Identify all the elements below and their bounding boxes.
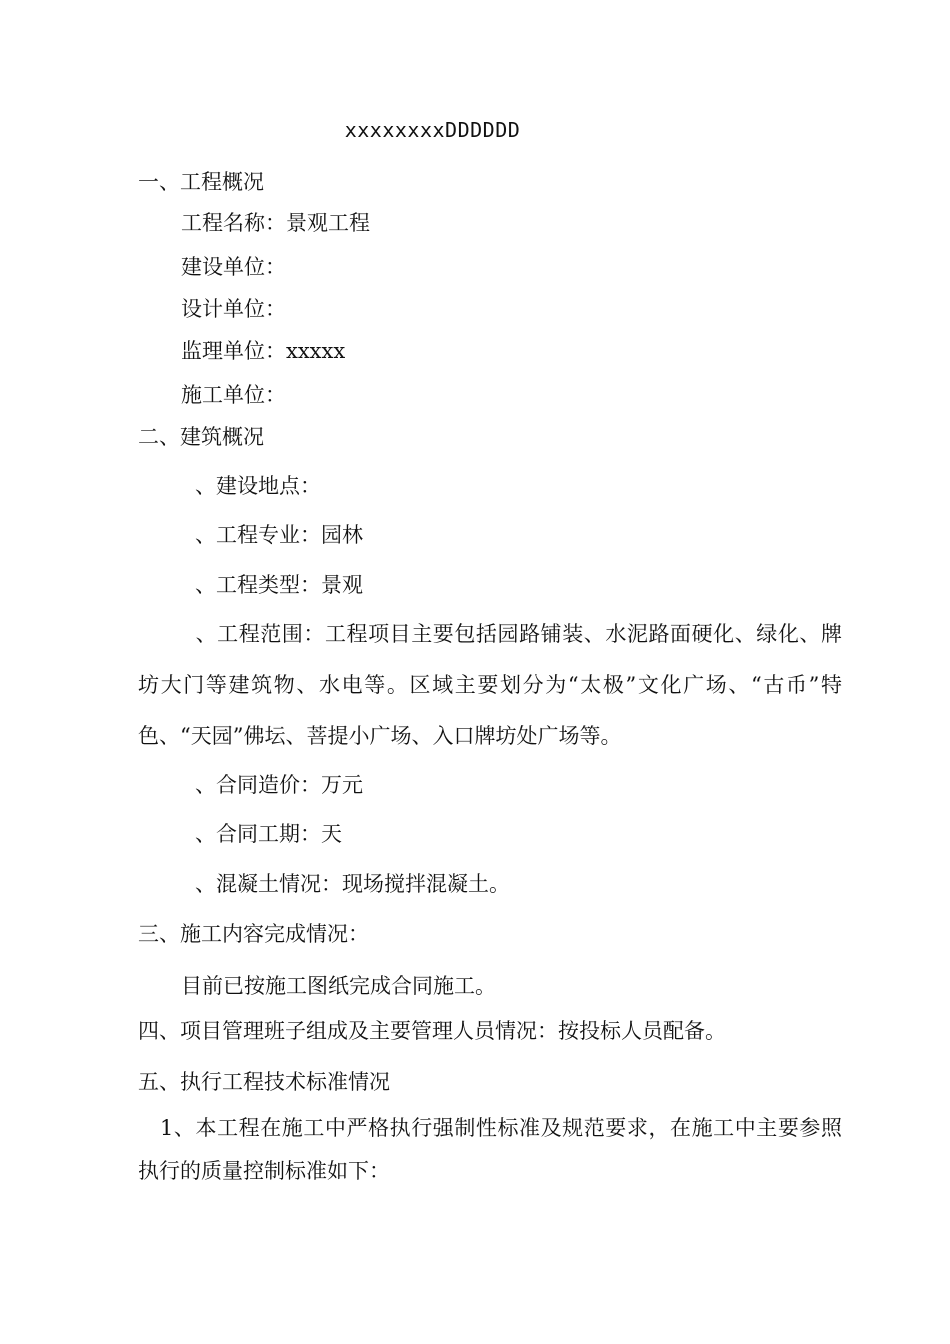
construction-location: 、建设地点： [195, 474, 321, 498]
supervision-unit: 监理单位：xxxxx [181, 339, 346, 363]
section-1-heading: 一、工程概况 [138, 170, 264, 194]
section-2-heading: 二、建筑概况 [138, 425, 264, 449]
section-5-item-1 [138, 1107, 842, 1193]
project-specialty: 、工程专业：园林 [195, 523, 363, 547]
construction-unit: 施工单位： [181, 383, 286, 407]
section-5-heading: 五、执行工程技术标准情况 [138, 1070, 390, 1094]
contract-cost: 、合同造价：万元 [195, 773, 363, 797]
project-scope-text: 、工程范围：工程项目主要包括园路铺装、水泥路面硬化、绿化、牌坊大门等建筑物、水电等。区域主要划分为“太极”文化广场、“古币”特色、“天园”佛坛、菩提小广场、入口牌坊处广场等。 [138, 622, 842, 748]
concrete-status: 、混凝土情况：现场搅拌混凝土。 [195, 872, 510, 896]
project-scope-paragraph [138, 609, 842, 762]
section-3-body: 目前已按施工图纸完成合同施工。 [181, 974, 496, 998]
section-3-heading: 三、施工内容完成情况： [138, 922, 369, 946]
section-5-item-1-text: 1、本工程在施工中严格执行强制性标准及规范要求，在施工中主要参照执行的质量控制标准如下： [138, 1116, 842, 1183]
contract-period: 、合同工期：天 [195, 822, 342, 846]
document-title: xxxxxxxxDDDDDD [344, 118, 521, 142]
section-4-heading: 四、项目管理班子组成及主要管理人员情况：按投标人员配备。 [138, 1019, 726, 1043]
project-type: 、工程类型：景观 [195, 573, 363, 597]
builder-unit: 建设单位： [181, 255, 286, 279]
project-name: 工程名称：景观工程 [181, 211, 370, 235]
design-unit: 设计单位： [181, 297, 286, 321]
